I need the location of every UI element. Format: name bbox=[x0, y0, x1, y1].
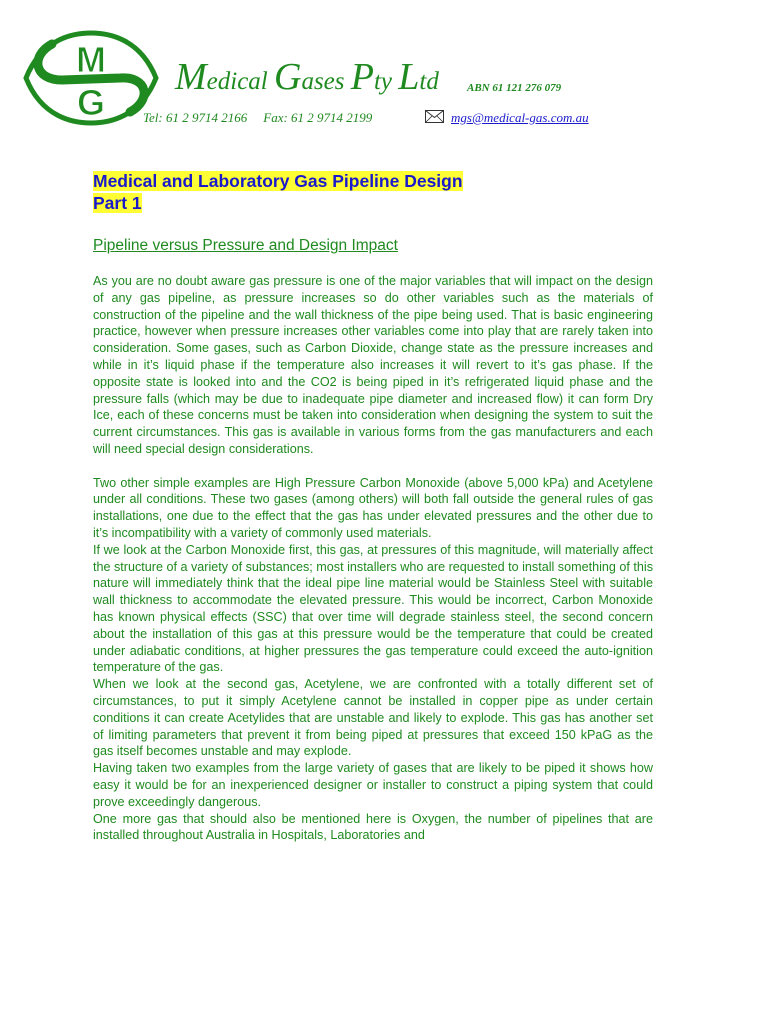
title-line-1: Medical and Laboratory Gas Pipeline Design bbox=[93, 171, 463, 191]
document-body bbox=[93, 273, 653, 844]
phone-number: Tel: 61 2 9714 2166 bbox=[143, 110, 248, 125]
company-name-part: P bbox=[350, 56, 374, 98]
logo-letter-m: M bbox=[76, 39, 106, 80]
paragraph: As you are no doubt aware gas pressure is one of the major variables that will impact on the design of any gas pipeline, as pressure increases so do other variables such as the materials of construction of the pipeline and the wall thickness of the pipe being used. That is basic engineering practice, however when pressure increases other variables come into play that are rarely taken into consideration. Some gases, such as Carbon Dioxide, change state as the pressure increases and while in it’s liquid phase if the temperature also increases it will revert to it’s gas phase. If the opposite state is looked into and the CO2 is being piped in it’s refrigerated liquid phase and the pressure falls (which may be due to inadequate pipe diameter and increased flow) it can form Dry Ice, each of these concerns must be taken into consideration when designing the system to suit the current circumstances. This gas is available in various forms from the gas manufacturers and each will need special design considerations. bbox=[93, 274, 653, 456]
paragraph: One more gas that should also be mentioned here is Oxygen, the number of pipelines that are installed throughout Australia in Hospitals, Laboratories and bbox=[93, 811, 653, 843]
company-name-part: M bbox=[175, 56, 207, 98]
mgs-logo-icon bbox=[22, 30, 160, 126]
title-line-2: Part 1 bbox=[93, 193, 142, 213]
paragraph: Two other simple examples are High Pressure Carbon Monoxide (above 5,000 kPa) and Acetylene under all conditions. These two gases (among others) will both fall outside the general rules of gas installations, one due to the effect that the gas has under elevated pressures and the other due to it’s incompatibility with a variety of commonly used materials. bbox=[93, 475, 653, 540]
paragraph: If we look at the Carbon Monoxide first, this gas, at pressures of this magnitude, will materially affect the structure of a variety of substances; most installers who are requested to install something of this nature will immediately think that the ideal pipe line material would be Stainless Steel with suitable wall thickness to accommodate the elevated pressure. This would be incorrect, Carbon Monoxide has known physical effects (SSC) that over time will degrade stainless steel, the second concern about the installation of this gas at this pressure would be the temperature that could be created under adiabatic conditions, at higher pressures the gas temperature could exceed the auto-ignition temperature of the gas. bbox=[93, 542, 653, 675]
abn-number: ABN 61 121 276 079 bbox=[467, 82, 562, 94]
paragraph: When we look at the second gas, Acetylene, we are confronted with a totally different set of circumstances, to put it simply Acetylene cannot be installed in copper pipe as under certain conditions it can create Acetylides that are unstable and likely to explode. This gas has another set of limiting parameters that prevent it from being piped at pressures that exceed 150 kPaG as the gas itself becomes unstable and may explode. bbox=[93, 677, 653, 759]
company-name-part: ases bbox=[301, 68, 351, 95]
paragraph: Having taken two examples from the large variety of gases that are likely to be piped it shows how easy it would be for an inexperienced designer or installer to construct a piping system that could prove exceedingly dangerous. bbox=[93, 761, 653, 809]
section-heading: Pipeline versus Pressure and Design Impact bbox=[93, 237, 398, 254]
company-name-part: ty bbox=[373, 68, 399, 95]
contact-line bbox=[143, 110, 372, 126]
company-name-part: G bbox=[274, 56, 302, 98]
company-name-part: td bbox=[419, 68, 439, 95]
document-title bbox=[93, 170, 463, 214]
logo-letter-g: G bbox=[76, 82, 106, 123]
envelope-icon bbox=[425, 110, 444, 123]
company-name bbox=[175, 58, 439, 96]
company-name-part: L bbox=[398, 56, 420, 98]
company-name-part: edical bbox=[206, 68, 274, 95]
email-link[interactable]: mgs@medical-gas.com.au bbox=[451, 110, 589, 125]
fax-number: Fax: 61 2 9714 2199 bbox=[263, 110, 373, 125]
